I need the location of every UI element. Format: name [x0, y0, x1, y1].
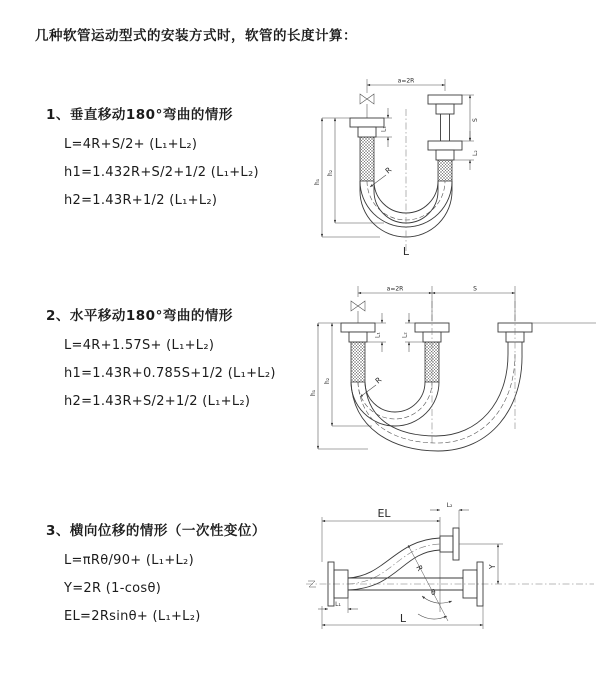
radius-label: R [383, 165, 394, 176]
formula-line: EL=2Rsinθ+ (L₁+L₂) [64, 609, 201, 624]
section-1 [46, 103, 259, 220]
valve-icon [351, 301, 365, 323]
formula-line: h2=1.43R+S/2+1/2 (L₁+L₂) [64, 394, 251, 409]
radius-label: R [414, 563, 425, 573]
hose-length-label: L [402, 245, 410, 258]
section-3 [46, 519, 266, 636]
dim-label-span: a=2R [386, 285, 404, 293]
radius-label: R [373, 375, 384, 386]
section-2-heading: 2、水平移动180°弯曲的情形 [46, 308, 233, 324]
dim-label-l2: L₂ [446, 502, 453, 509]
dim-label-h1: h₁ [314, 178, 321, 185]
braided-hose-sections [351, 342, 439, 382]
formula-line: h1=1.432R+S/2+1/2 (L₁+L₂) [64, 165, 259, 180]
dim-label-h2: h₂ [327, 169, 334, 176]
dim-label-l1: L₁ [380, 126, 388, 132]
dim-label-h1: h₁ [310, 389, 317, 396]
dim-label-y: Y [488, 564, 497, 569]
dim-label-s: S [472, 118, 479, 122]
curved-hose [348, 528, 459, 590]
diagram-vertical-180-bend [312, 73, 592, 258]
section-1-heading: 1、垂直移动180°弯曲的情形 [46, 107, 233, 123]
dimension-lines [318, 510, 503, 629]
dim-label-h2: h₂ [324, 377, 331, 384]
diagram-lateral-displacement [298, 497, 600, 655]
dim-label-s: S [473, 285, 477, 293]
dim-label-l1: L₁ [374, 332, 382, 338]
valve-icon [360, 94, 374, 118]
formula-line: h2=1.43R+1/2 (L₁+L₂) [64, 193, 218, 208]
formula-line: L=4R+S/2+ (L₁+L₂) [64, 137, 198, 152]
section-2 [46, 304, 276, 421]
dim-label-el: EL [377, 507, 391, 520]
dim-label-l: L [399, 612, 407, 625]
formula-line: h1=1.43R+0.785S+1/2 (L₁+L₂) [64, 366, 276, 381]
dim-label-l1: L₁ [335, 601, 341, 608]
dim-label-span: a=2R [397, 77, 415, 85]
center-axis-lines [432, 301, 515, 443]
formula-line: Y=2R (1-cosθ) [64, 581, 162, 596]
formula-line: L=4R+1.57S+ (L₁+L₂) [64, 338, 215, 353]
dim-label-l2: L₂ [472, 150, 479, 156]
dim-label-l2: L₂ [401, 332, 409, 338]
page-title: 几种软管运动型式的安装方式时，软管的长度计算： [35, 28, 357, 44]
section-3-heading: 3、横向位移的情形（一次性变位） [46, 523, 266, 539]
theta-label: θ [431, 588, 436, 597]
diagram-horizontal-180-bend [310, 281, 598, 463]
formula-line: L=πRθ/90+ (L₁+L₂) [64, 553, 194, 568]
